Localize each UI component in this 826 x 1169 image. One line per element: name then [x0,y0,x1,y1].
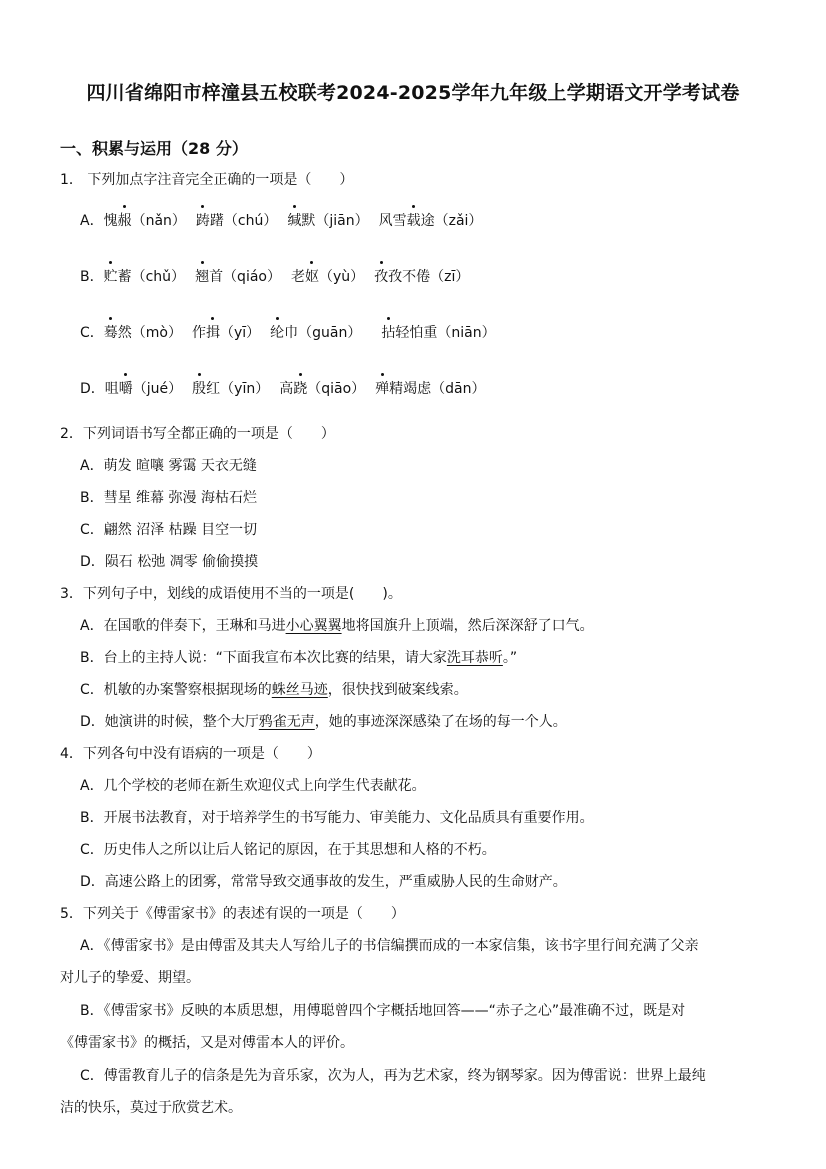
text: A．愧 [80,213,118,229]
dotted-char: 殷 [192,381,207,397]
text: 作 [191,325,206,341]
dotted-char: 载 [406,213,421,229]
text: 然（mò） [117,325,182,341]
dotted-char: 赧 [117,213,132,229]
q5-option-a-line1: A．《傅雷家书》是由傅雷及其夫人写给儿子的书信编撰而成的一本家信集，该书字里行间充满了父亲 [80,938,699,954]
page-title: 四川省绵阳市梓潼县五校联考2024-2025学年九年级上学期语文开学考试卷 [86,82,740,104]
q4-option-d: D．高速公路上的团雾，常常导致交通事故的发生，严重威胁人民的生命财产。 [80,874,567,890]
q4-option-a: A．几个学校的老师在新生欢迎仪式上向学生代表献花。 [80,778,426,794]
dotted-char: 孜 [374,269,389,285]
underlined-idiom: 蛛丝马迹 [271,682,328,698]
dotted-char: 纶 [270,325,285,341]
text: 巾（guān） [284,325,362,341]
dotted-char: 贮 [103,269,118,285]
text: （yù） [318,269,365,285]
text: 蓄（chǔ） [117,269,186,285]
text: 老 [290,269,305,285]
dotted-char: 揖 [205,325,220,341]
dotted-char: 踌 [195,213,210,229]
text: 首（qiáo） [209,269,281,285]
question-2-stem: 2．下列词语书写全都正确的一项是（ ） [60,426,335,442]
text: 轻怕重（niān） [395,325,496,341]
text: 。” [502,650,518,666]
question-3-stem: 3．下列句子中，划线的成语使用不当的一项是( )。 [60,586,402,602]
question-1-stem: 1． 下列加点字注音完全正确的一项是（ ） [60,172,354,188]
q5-option-a-line2: 对儿子的挚爱、期望。 [60,970,200,986]
text: ，很快找到破案线索。 [327,682,468,698]
q1-option-b [80,267,469,287]
underlined-idiom: 小心翼翼 [285,618,342,634]
q4-option-c: C．历史伟人之所以让后人铭记的原因，在于其思想和人格的不朽。 [80,842,496,858]
q3-option-d [80,712,567,732]
text: 躇（chú） [209,213,278,229]
q1-option-c [80,323,496,343]
q2-option-b: B．彗星 维幕 弥漫 海枯石烂 [80,490,257,506]
text: 默（jiān） [301,213,369,229]
text: 红（yīn） [206,381,270,397]
dotted-char: 翘 [195,269,210,285]
dotted-char: 拈 [381,325,396,341]
text: 途（zǎi） [420,213,483,229]
q5-option-b-line1: B．《傅雷家书》反映的本质思想，用傅聪曾四个字概括地回答——“赤子之心”最准确不过，既是对 [80,1003,686,1019]
text: 地将国旗升上顶端，然后深深舒了口气。 [341,618,594,634]
text: （nǎn） [131,213,186,229]
q1-option-a [80,211,482,231]
q2-option-c: C．翩然 沼泽 枯躁 目空一切 [80,522,258,538]
dotted-char: 殚 [375,381,390,397]
dotted-char: 嚼 [118,381,133,397]
q4-option-b: B．开展书法教育，对于培养学生的书写能力、审美能力、文化品质具有重要作用。 [80,810,594,826]
text: A．在国歌的伴奏下，王琳和马进 [80,618,286,634]
text: D．她演讲的时候，整个大厅 [80,714,259,730]
underlined-idiom: 鸦雀无声 [258,714,315,730]
text: 风雪 [378,213,407,229]
text: （qiāo） [307,381,366,397]
q2-option-d: D．陨石 松弛 凋零 偷偷摸摸 [80,554,259,570]
dotted-char: 跷 [293,381,308,397]
text: B．台上的主持人说：“下面我宣布本次比赛的结果，请大家 [80,650,447,666]
text: D．咀 [80,381,119,397]
text: C．机敏的办案警察根据现场的 [80,682,272,698]
q3-option-b [80,648,517,668]
q1-option-d [80,379,486,399]
text: 孜不倦（zī） [388,269,470,285]
text: （yī） [219,325,261,341]
question-5-stem: 5．下列关于《傅雷家书》的表述有误的一项是（ ） [60,906,405,922]
dotted-char: 缄 [287,213,302,229]
section-heading: 一、积累与运用（28 分） [60,139,248,158]
q2-option-a: A．萌发 暄嚷 雾霭 天衣无缝 [80,458,257,474]
text: B． [80,269,104,285]
q3-option-c [80,680,468,700]
q3-option-a [80,616,594,636]
dotted-char: 妪 [304,269,319,285]
underlined-idiom: 洗耳恭听 [446,650,503,666]
q5-option-c-line1: C．傅雷教育儿子的信条是先为音乐家，次为人，再为艺术家，终为钢琴家。因为傅雷说：世界上最纯 [80,1068,706,1084]
text: ，她的事迹深深感染了在场的每一个人。 [314,714,567,730]
text: 高 [279,381,294,397]
dotted-char: 蓦 [103,325,118,341]
question-4-stem: 4．下列各句中没有语病的一项是（ ） [60,746,321,762]
text: （jué） [132,381,183,397]
text: 精竭虑（dān） [389,381,486,397]
q5-option-b-line2: 《傅雷家书》的概括，又是对傅雷本人的评价。 [60,1035,354,1051]
text: C． [80,325,104,341]
q5-option-c-line2: 洁的快乐，莫过于欣赏艺术。 [60,1100,242,1116]
